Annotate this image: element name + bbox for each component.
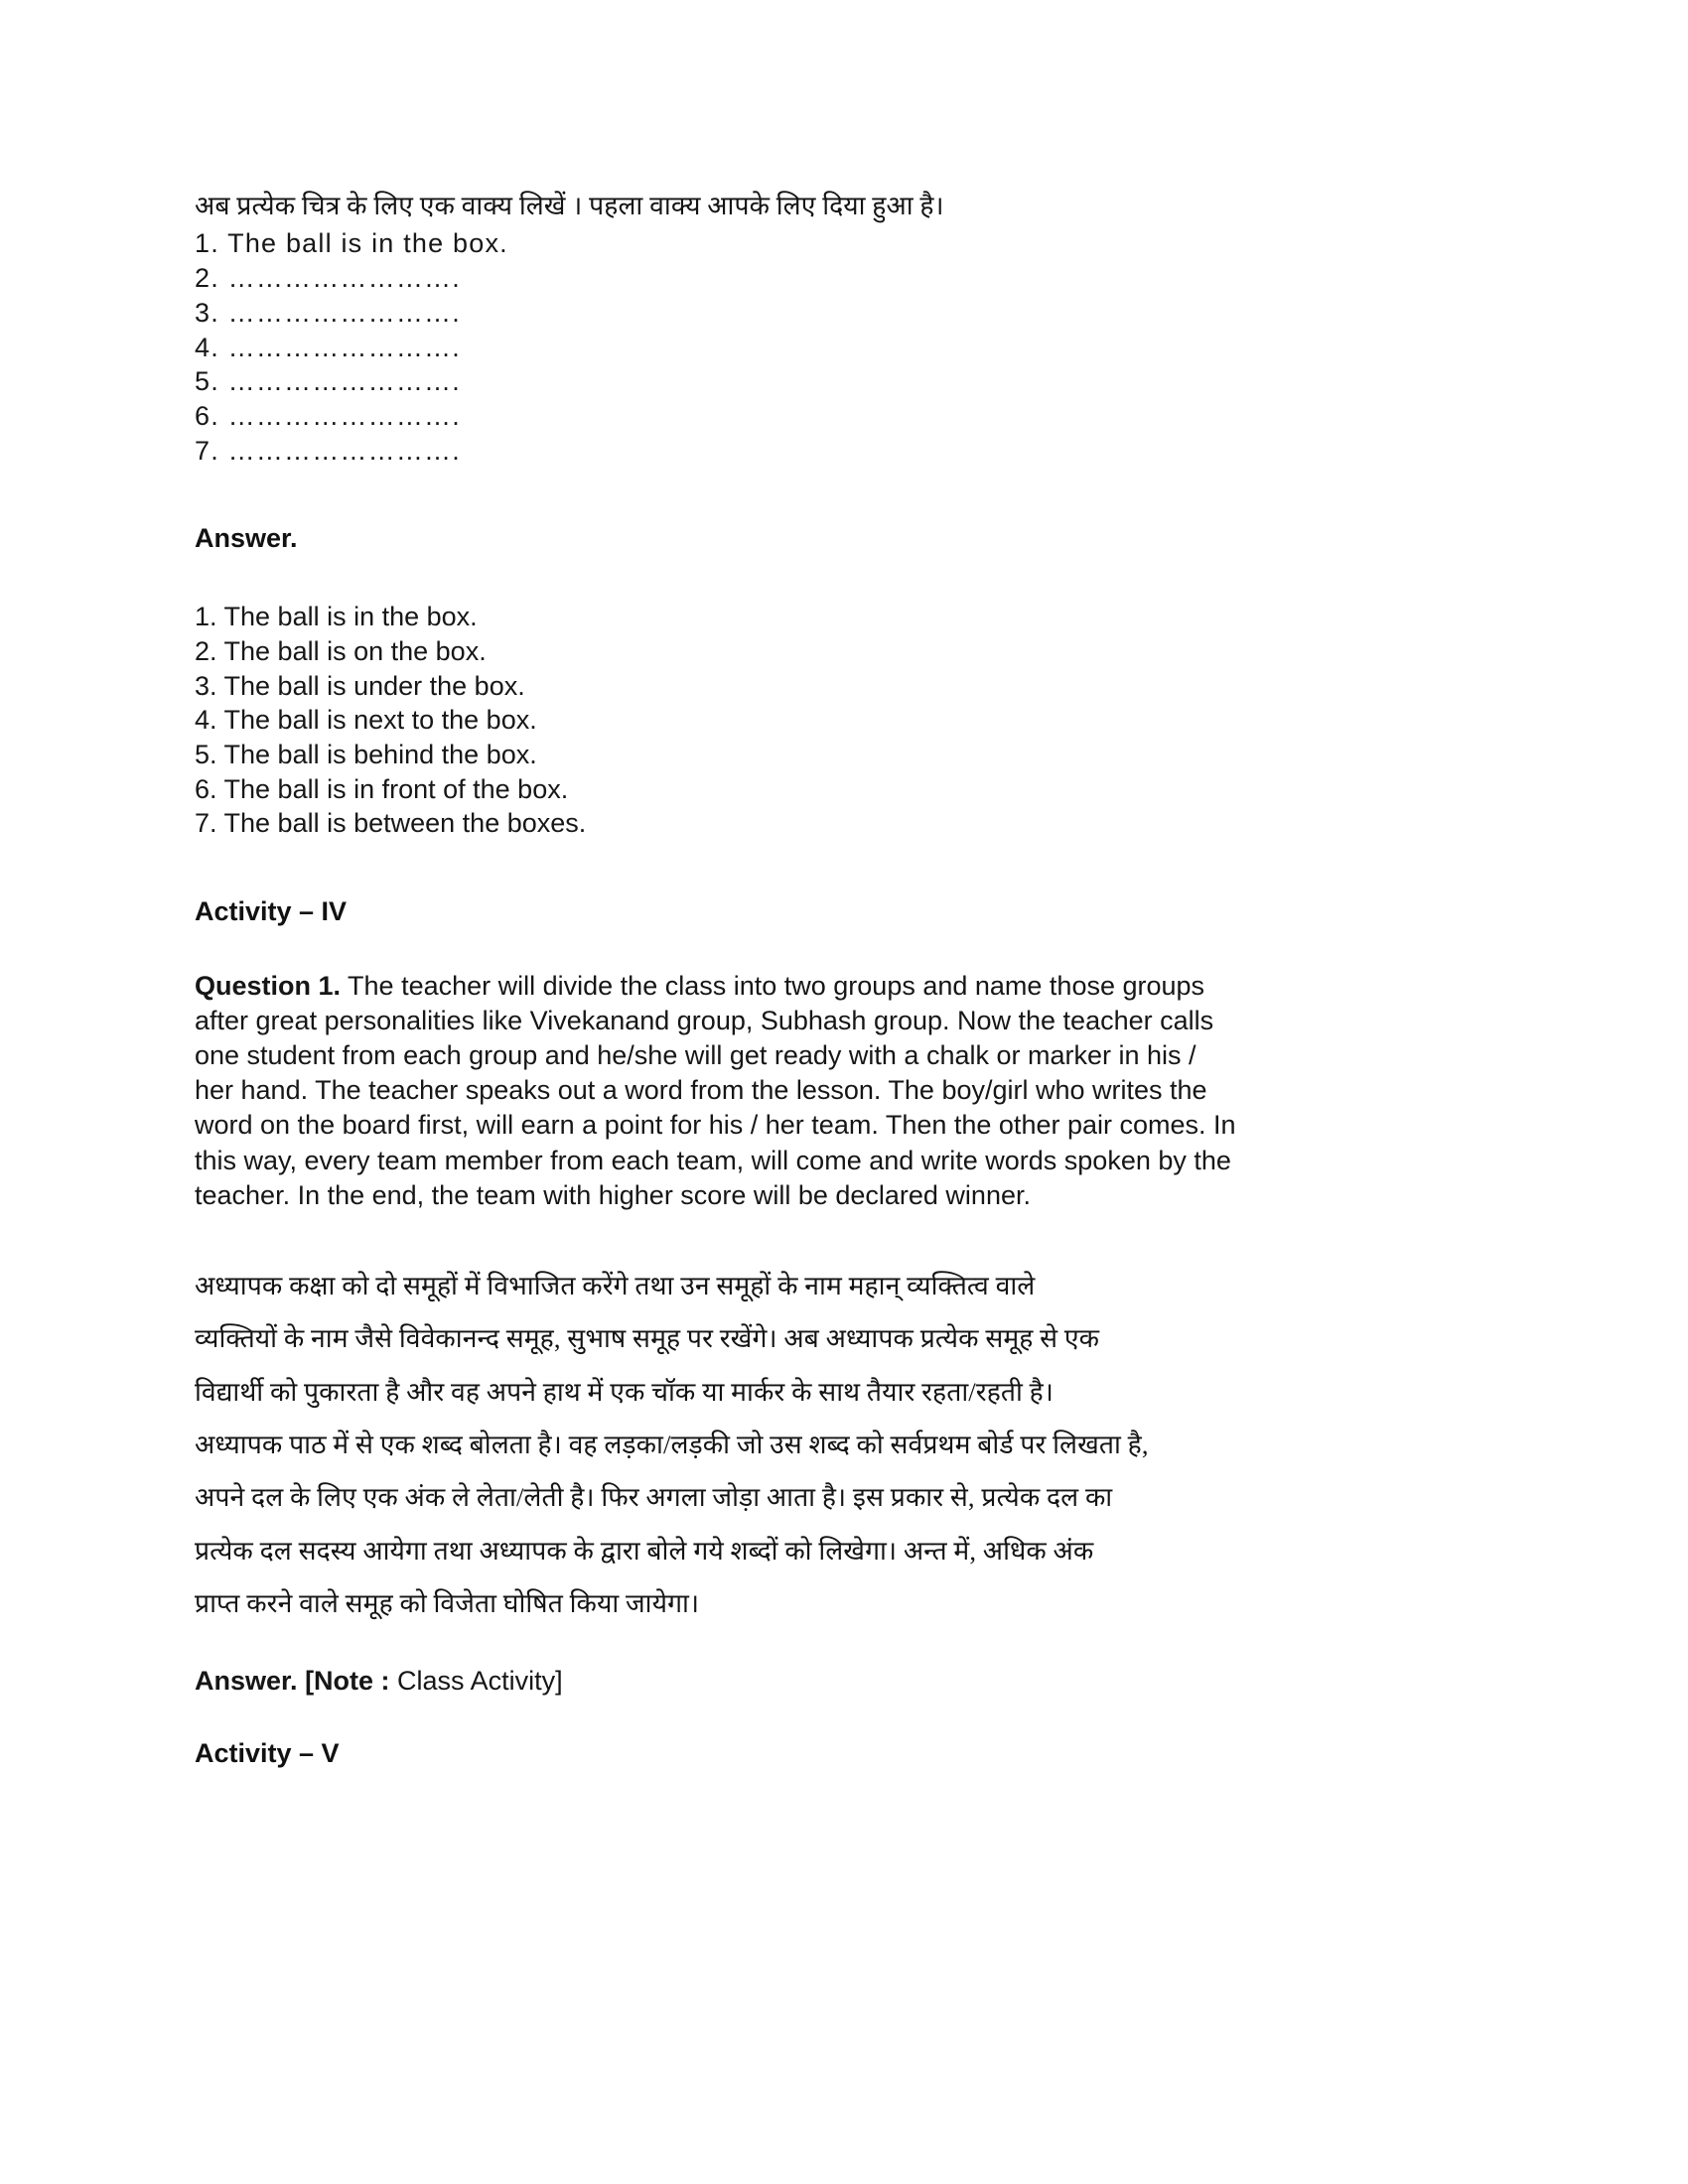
question-line-text: The teacher will divide the class into two groups and name those groups [341, 971, 1205, 1002]
list-item: 1. The ball is in the box. [195, 228, 508, 259]
question-label: Question 1. [195, 971, 342, 1002]
list-item: 4. ……………………. [195, 332, 461, 362]
list-item: 4. The ball is next to the box. [195, 705, 537, 736]
answer-note-label: Answer. [195, 1665, 298, 1696]
list-item: 3. ……………………. [195, 297, 461, 328]
spacer [195, 554, 1485, 596]
question-hindi-paragraph [195, 1269, 1505, 1621]
list-item: 7. ……………………. [195, 435, 461, 466]
spacer [195, 927, 1485, 969]
hindi-line: अध्यापक कक्षा को दो समूहों में विभाजित करेंगे तथा उन समूहों के नाम महान् व्यक्तित्व वाले [195, 1270, 1036, 1300]
activity-iv-heading: Activity – IV [195, 896, 348, 927]
answer-label: Answer. [195, 523, 298, 554]
hindi-line: विद्यार्थी को पुकारता है और वह अपने हाथ में एक चॉक या मार्कर के साथ तैयार रहता/रहती है। [195, 1376, 1054, 1407]
spacer [195, 841, 1485, 896]
list-item: 3. The ball is under the box. [195, 670, 525, 701]
list-item: 5. ……………………. [195, 366, 461, 397]
intro-hindi-line: अब प्रत्येक चित्र के लिए एक वाक्य लिखें । पहला वाक्य आपके लिए दिया हुआ है। [195, 191, 944, 220]
list-item: 2. ……………………. [195, 263, 461, 294]
hindi-line: अपने दल के लिए एक अंक ले लेता/लेती है। फिर अगला जोड़ा आता है। इस प्रकार से, प्रत्येक दल का [195, 1482, 1113, 1513]
answer-note [195, 1666, 1485, 1697]
list-item: 2. The ball is on the box. [195, 635, 487, 666]
question-line: word on the board first, will earn a point for his / her team. Then the other pair comes. In [195, 1110, 1236, 1141]
page-content [195, 189, 1485, 1769]
list-item: 1. The ball is in the box. [195, 602, 478, 632]
hindi-line: प्राप्त करने वाले समूह को विजेता घोषित किया जायेगा। [195, 1588, 700, 1619]
question-line: one student from each group and he/she will get ready with a chalk or marker in his / [195, 1040, 1196, 1071]
answer-note-tag: [Note : [305, 1665, 390, 1696]
spacer [195, 1640, 1485, 1666]
question-line: teacher. In the end, the team with higher score will be declared winner. [195, 1179, 1031, 1210]
list-item: 5. The ball is behind the box. [195, 740, 537, 769]
list-item: 6. The ball is in front of the box. [195, 773, 569, 804]
hindi-line: प्रत्येक दल सदस्य आयेगा तथा अध्यापक के द्वारा बोले गये शब्दों को लिखेगा। अन्त में, अधिक अंक [195, 1535, 1094, 1566]
hindi-line: अध्यापक पाठ में से एक शब्द बोलता है। वह लड़का/लड़की जो उस शब्द को सर्वप्रथम बोर्ड पर लिखता है, [195, 1430, 1149, 1460]
list-item: 6. ……………………. [195, 400, 461, 431]
answer-note-value: Class Activity] [389, 1665, 563, 1696]
list-item: 7. The ball is between the boxes. [195, 808, 587, 839]
hindi-line: व्यक्तियों के नाम जैसे विवेकानन्द समूह, सुभाष समूह पर रखेंगे। अब अध्यापक प्रत्येक समूह से एक [195, 1323, 1100, 1354]
question-line: this way, every team member from each team, will come and write words spoken by the [195, 1145, 1231, 1175]
spacer [195, 468, 1485, 523]
question-english-paragraph [195, 969, 1485, 1213]
question-first-line [195, 969, 1485, 1004]
question-line: her hand. The teacher speaks out a word from the lesson. The boy/girl who writes the [195, 1075, 1207, 1106]
spacer [195, 1213, 1485, 1269]
answer-list [195, 600, 1485, 841]
question-line: after great personalities like Vivekanand group, Subhash group. Now the teacher calls [195, 1006, 1214, 1036]
prompt-list [195, 226, 1485, 468]
activity-v-heading: Activity – V [195, 1737, 340, 1768]
spacer [195, 1697, 1485, 1738]
